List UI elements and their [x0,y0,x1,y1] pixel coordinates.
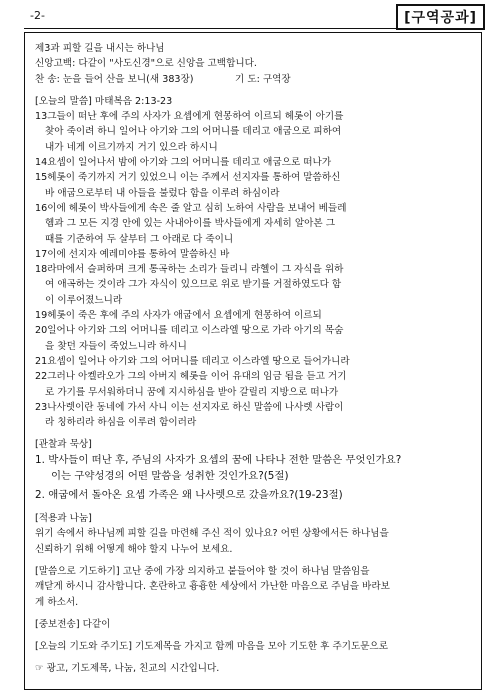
application-line: 위기 속에서 하나님께 피할 길을 마련해 주신 적이 있나요? 어떤 상황에서든 하나님을 [35,528,389,540]
hymn-label: 찬 송: 눈을 들어 산을 보니(새 383장) [35,73,194,85]
scripture-line: 때를 기준하여 두 살부터 그 아래로 다 죽이니 [45,233,234,245]
question-2: 2. 애굽에서 돌아온 요셉 가족은 왜 나사렛으로 갔을까요?(19-23절) [35,489,343,502]
lesson-frame [24,32,482,690]
scripture-line: 23나사렛이란 동네에 가서 사니 이는 선지자로 하신 말씀에 나사렛 사람이 [35,401,344,413]
fellowship-line: ☞ 광고, 기도제목, 나눔, 친교의 시간입니다. [35,663,220,675]
scripture-line: 이 이루어졌느니라 [45,294,123,306]
scripture-line: 헴과 그 모든 지경 안에 있는 사내아이를 박사들에게 자세히 알아본 그 [45,218,335,230]
scripture-line: 18라마에서 슬퍼하며 크게 통곡하는 소리가 들리니 라헬이 그 자식을 위하 [35,264,344,276]
question-1-continued: 이는 구약성경의 어떤 말씀을 성취한 것인가요?(5절) [51,469,289,482]
header-rule [24,28,485,29]
scripture-line: 16이에 헤롯이 박사들에게 속은 줄 알고 심히 노하여 사람을 보내어 베들레 [35,202,347,214]
prayer-leader-label: 기 도: 구역장 [235,73,291,85]
scripture-line: 21요셉이 일어나 아기와 그의 어머니를 데리고 이스라엘 땅으로 들어가니라 [35,355,350,367]
section-tag: [구역공과] [396,4,485,30]
evangelism-line: [중보전송] 다같이 [35,618,111,630]
prayer-line: [말씀으로 기도하기] 고난 중에 가장 의지하고 붙들어야 할 것이 하나님 말씀임을 [35,566,370,577]
hymn-prayer-row [35,72,471,87]
lesson-title: 제3과 피할 길을 내시는 하나님 [35,43,165,54]
question-1: 1. 박사들이 떠난 후, 주님의 사자가 요셉의 꿈에 나타나 전한 말씀은 무엇인가요? [35,453,402,466]
scripture-line: 내가 네게 이르기까지 거기 있으라 하시니 [45,141,218,153]
prayer-line: 게 하소서. [35,596,79,608]
scripture-body [35,109,471,430]
scripture-line: 22그러나 아켈라오가 그의 아버지 헤롯을 이어 유대의 임금 됨을 듣고 거기 [35,371,347,383]
scripture-line: 15헤롯이 죽기까지 거기 있었으니 이는 주께서 선지자를 통하여 말씀하신 [35,172,341,184]
creed-line: 신앙고백: 다같이 "사도신경"으로 신앙을 고백합니다. [35,58,257,70]
application-heading: [적용과 나눔] [35,513,92,525]
scripture-line: 20일어나 아기와 그의 어머니를 데리고 이스라엘 땅으로 가라 아기의 목숨 [35,325,344,337]
page-number: -2- [30,9,45,22]
prayer-line: 깨닫게 하시니 감사합니다. 혼란하고 흉흉한 세상에서 가난한 마음으로 주님을 바라보 [35,581,390,593]
application-line: 신뢰하기 위해 어떻게 해야 할지 나누어 보세요. [35,543,233,555]
scripture-heading: [오늘의 말씀] 마태복음 2:13-23 [35,95,173,107]
scripture-line: 13그들이 떠난 후에 주의 사자가 요셉에게 현몽하여 이르되 헤롯이 아기를 [35,111,344,123]
scripture-line: 17이에 선지자 예레미야를 통하여 말씀하신 바 [35,248,230,260]
scripture-line: 로 가기를 무서워하더니 꿈에 지시하심을 받아 갈릴리 지방으로 떠나가 [45,386,339,398]
scripture-line: 19헤롯이 죽은 후에 주의 사자가 애굽에서 요셉에게 현몽하여 이르되 [35,310,322,322]
scripture-line: 을 찾던 자들이 죽었느니라 하시니 [45,340,187,352]
scripture-line: 찾아 죽이려 하니 일어나 아기와 그의 어머니를 데리고 애굽으로 피하여 [45,126,342,138]
scripture-line: 여 애곡하는 것이라 그가 자식이 있으므로 위로 받기를 거절하였도다 함 [45,279,342,291]
scripture-line: 라 칭하리라 하심을 이루려 함이러라 [45,417,197,429]
scripture-line: 14요셉이 일어나서 밤에 아기와 그의 어머니를 데리고 애굽으로 떠나가 [35,157,332,169]
observation-heading: [관찰과 묵상] [35,439,92,451]
scripture-line: 바 애굽으로부터 내 아들을 불렀다 함을 이루려 하심이라 [45,187,280,199]
intercession-line: [오늘의 기도와 주기도] 기도제목을 가지고 함께 마음을 모아 기도한 후 주기도문으로 [35,641,389,653]
